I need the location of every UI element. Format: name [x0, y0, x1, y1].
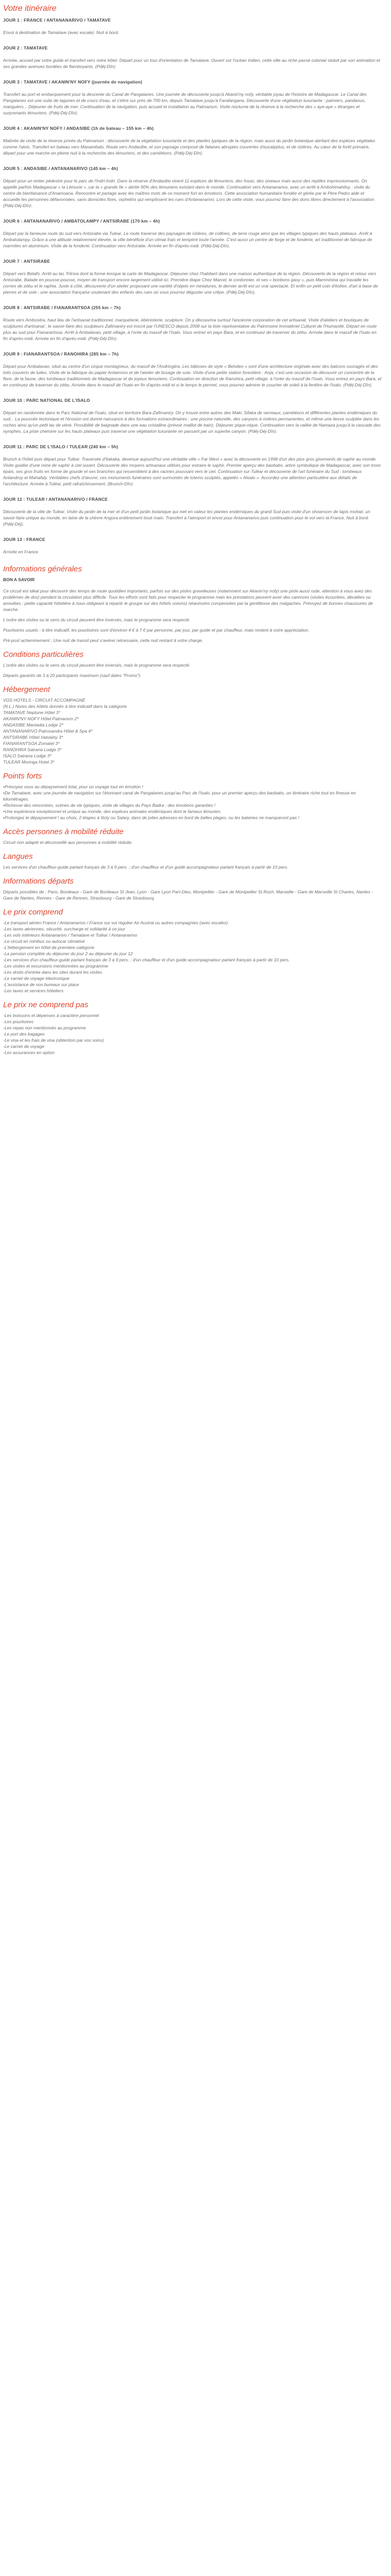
itinerary-day	[3, 351, 382, 388]
price-includes-item: -Le carnet de voyage électronique	[3, 976, 70, 981]
day-description: Départ pour un entier pédestre pour le parc de l'Indri-Indri. Dans la réserve d'Andasibe vivent 11 espèces de lémuriens, des fosas, des oiseaux mais aussi des reptiles impressionnants. On appelle parfois Madagascar « la Lémurie », car la « grande île » abrite 90% des lémuriens existant dans le monde. Continuation vers Antananarivo, avec un arrêt à Ambohimahitsy : visite du centre de bienfaisance d'Anamoana. Rencontre et partage avec les maîtres mots de ce moment fort en émotions. Cette association humanitaire fondée et gérée par le Père Pedro aide et accueille les personnes défavorisées, sans domiciles fixes, orphelins qui remplissent les rues d'Antananarivo. Lors de cette visite, vous pourrez faire des dons libres directement à l'association. (Pdéj-Déj-Dîn).	[3, 178, 376, 208]
page	[0, 0, 385, 1061]
price-includes-item: -Les visites et excursions mentionnées au programme	[3, 963, 108, 969]
lodging-line: TAMATAVE Neptune Hôtel 3*	[3, 710, 60, 715]
info-paragraph: L'ordre des visites ou le sens du circuit peuvent être inversés, mais le programme sera respecté.	[3, 617, 191, 622]
itinerary-day	[3, 496, 382, 527]
day-title: JOUR 5 : ANDASIBE / ANTANANARIVO (145 km – 4h)	[3, 166, 118, 171]
day-title: JOUR 3 : TAMATAVE / AKANIN'NY NOFY (journée de navigation)	[3, 79, 142, 84]
day-description: Découverte de la ville de Tuléar. Visite du jardin de la mer et d'un petit jardin botanique qui met en valeur les plantes endémiques du grand Sud puis visite d'un showroom de tapis mohair, un savoir-faire unique au monde, en laine de la chèvre Angora entièrement tissé main. Transfert à l'aéroport et envol pour Antananarivo puis continuation pour le vol vers la France. Nuit à bord. (Pdéj-Déj).	[3, 509, 370, 527]
highlights-list	[3, 784, 382, 821]
day-title: JOUR 4 : AKANIN'NY NOFY / ANDASIBE (1h de bateau – 155 km – 4h)	[3, 126, 154, 131]
price-includes-item: -Les services d'un chauffeur-guide parlant français de 3 à 9 pers. ; d'un chauffeur et d'un guide accompagnateur parlant français à partir de 10 pers.	[3, 957, 290, 962]
price-includes-item: -L'hébergement en hôtel de première catégorie	[3, 945, 94, 950]
lodging-list	[3, 697, 382, 765]
price-includes-item: -L'assistance de nos bureaux sur place	[3, 982, 79, 987]
day-title: JOUR 10 : PARC NATIONAL DE L'ISALO	[3, 398, 90, 403]
general-info-heading: Informations générales	[3, 565, 82, 573]
price-excludes-item: -Le carnet de voyage	[3, 1044, 44, 1049]
highlights-heading: Points forts	[3, 772, 42, 781]
highlight-item: • Richesse des rencontres, scènes de vie typiques, visite de villages du Pays Badra ; des émotions garanties !	[3, 802, 382, 808]
lodging-line: ANTANANARIVO Patrosandra Hôtel & Spa 4*	[3, 728, 93, 734]
itinerary-day	[3, 536, 382, 555]
price-excludes-list	[3, 1012, 382, 1056]
price-excludes-item: -Les boissons et dépenses à caractère personnel	[3, 1013, 99, 1018]
day-description: Matinée de visite de la réserve privée du Palmarium : découverte de la végétation luxuriante et des plantes typiques de la région, mais aussi du jardin botanique abritant des espèces végétales comme l'alois. Transfert en bateau vers Manambato. Route vers Andasibe, et son paysage composé de falaises abruptes couvertes d'eucalyptus, et de rizières. Au cœur de la forêt primaire, départ pour une marche en pleine nuit à la recherche des lémuriens, et des caméléons. (Pdéj-Déj-Dîn).	[3, 138, 376, 156]
lodging-line: (N.L.) Nores des hôtels donnés à titre indicatif dans la catégorie	[3, 704, 127, 709]
conditions-paragraph: Départs garantis de 3 à 20 participants maximum (sauf dates "Promo").	[3, 673, 142, 678]
mobility-text: Circuit non adapté et déconseillé aux personnes à mobilité réduite.	[3, 840, 133, 845]
day-description: Départ pour Ambalavao, situé au centre d'un cirque montagneux, du massif de l'Andringitra. Les bâtisses de style « Betsileo » sont d'une architecture originale avec des balcons ouvragés et des toits couverts de tuiles. Visite de la fabrique du papier Antaimoro et de l'atelier de tissage de soie. Visite d'une petite station forestière : Anja, c'est une occasion de découvrir un concentré de la flore, de la faune, des tombeaux traditionnels de Madagascar et de joyeux lémuriens. Continuation en direction de Ranohira, petit village, à l'orée du massif de l'Isalo. Vous entrez en pays Bara, et en continuez de traverser du zébu. Arrivée dans le massif de l'Isalo en fin d'après-midi et si le temps le permet, vous pourrez admirer le coucher de soleil à la fenêtre de l'Isalo. (Pdéj-Déj-Dîn).	[3, 364, 382, 387]
lodging-line: ISALO Satrana Lodge 3*	[3, 753, 52, 758]
itinerary-day	[3, 397, 382, 434]
lodging-line: VOS HOTELS - CIRCUIT ACCOMPAGNÉ	[3, 698, 86, 703]
day-description: Route vers Ambositra, haut lieu de l'artisanat traditionnel, marqueterie, ébénisterie, sculpture. On y découvrira surtout l'ancienne corporation de cet artisanat. Visite d'ateliers et boutiques de sculptures d'artisanat ; le savoir-faire des sculpteurs Zafimaniry est inscrit par l'UNESCO depuis 2008 sur la liste représentative du Patrimoine Immatériel Culturel de l'Humanité. Départ en route plus au sud pour Fianarantsoa. Arrêt à Ambalavao, petit village, à l'orée du massif de l'Isalo. Vous entrez en pays Bara, et en continuez de traverser du zébu. Arrivée dans le massif de l'Isalo en fin d'après-midi. Arrivée en fin d'après-midi. (Pdéj-Déj-Dîn).	[3, 317, 377, 341]
day-title: JOUR 2 : TAMATAVE	[3, 45, 48, 50]
price-includes-item: -Les taxes et services hôteliers.	[3, 988, 65, 993]
price-includes-item: -Les vols intérieurs Antananarivo / Tamatave et Tuléar / Antananarivo	[3, 933, 137, 938]
day-description: Envol à destination de Tamatave (avec escale). Nuit à bord.	[3, 30, 119, 35]
info-paragraph: Pré-post acheminement : Une nuit de transit peut s'avérer nécessaire, cette nuit restant à votre charge.	[3, 638, 203, 643]
day-description: Départ par la fameuse route du sud vers Antsirabe via Tulear. Le route traverse des paysages de rizières, de collines, de terre rouge ainsi que les villages typiques des hauts plateaux. Arrêt à Ambatolampy. Grâce à une altitude relativement élevée, la ville bénéficie d'un climat frais et tempéré toute l'année. C'est aussi un centre de forge et de fonderie, art traditionnel de fabrique de marmites en aluminium. Visite de la fonderie. Continuation vers Antsirabe. Arrivée en fin d'après-midi. (Pdéj-Déj-Dîn).	[3, 231, 372, 248]
lodging-line: FIANARANTSOA Zomatel 3*	[3, 741, 60, 746]
itinerary-day	[3, 218, 382, 249]
price-excludes-item: -Les repas non mentionnés au programme	[3, 1025, 86, 1030]
itinerary-day	[3, 165, 382, 209]
highlight-item: • De Tamatave, avec une journée de navigation sur l'étonnant canal de Pangalanes jusqu'au Parc de l'Isalo, pour un premier aperçu des baobabs, un itinéraire riche tout en finesse en kilométrages.	[3, 790, 382, 802]
price-includes-item: -Le circuit en minibus ou autocar climatisé	[3, 939, 85, 944]
day-description: Arrivée en France.	[3, 549, 39, 554]
conditions-heading: Conditions particulières	[3, 650, 84, 659]
day-title: JOUR 1 : FRANCE / ANTANANARIVO / TAMATAVE	[3, 18, 111, 23]
day-title: JOUR 8 : ANTSIRABE / FIANARANTSOA (255 km – 7h)	[3, 305, 121, 310]
highlight-item: • Prévoyez vous au dépaysement total, pour un voyage tout en émotion !	[3, 784, 382, 790]
good-to-know-label: BON A SAVOIR	[3, 577, 35, 582]
info-paragraph: Ce circuit est idéal pour découvrir des temps de route quotidien importants, parfois sur des pistes graveleuses (notamment sur Akanin'ny nofy) une piste aussi rude, attention à vous avez des problèmes de dos) pendant la circulation plus difficile. Tous les efforts sont faits pour respecter le programme mais les prestations peuvent avoir des carences (visites écourtées, décalées ou annulées ; petite capacité hôtelière à nous obligeant à répartir le groupe sur des hôtels voisins) néanmoins compensées par la gentillesse des malgaches. Prévoyez de bonnes chaussures de marche.	[3, 588, 373, 612]
conditions-text	[3, 662, 382, 679]
itinerary-days	[3, 17, 382, 555]
general-info-text	[3, 588, 382, 643]
price-includes-item: -Le transport aérien France / Antananarivo / France sur vol régulier Air Austral ou autres compagnies (avec escales)	[3, 920, 228, 925]
languages-text: Les services d'un chauffeur-guide parlant français de 3 à 9 pers. ; d'un chauffeur et d'un guide accompagnateur parlant français à partir de 10 pers.	[3, 865, 288, 870]
mobility-heading: Accès personnes à mobilité réduite	[3, 827, 124, 836]
day-title: JOUR 12 : TULEAR / ANTANANARIVO / FRANCE	[3, 497, 108, 502]
day-description: Transfert au port et embarquement pour la descente du Canal de Pangalanes. Une journée de découverte jusqu'à Akanin'ny nofy, véritable joyau de l'histoire de Madagascar. Le Canal des Pangalanes est une suite de lagunes et de cours d'eau, et s'étire sur près de 700 km, depuis Tamatave jusqu'à Farafangana. Découverte d'une végétation luxuriante : palmiers, pandanus, manguiers... Déjeuner de fruits de mer. Continuation de la navigation, puis accueil et installation au Palmarium. Visite nocturne de la réserve à la recherche des « aye-aye » étranges et surprenants lémuriens. (Pdéj-Déj-Dîn).	[3, 92, 367, 115]
itinerary-day	[3, 17, 382, 36]
price-excludes-item: -Le visa et les frais de visa (obtention par vos soins)	[3, 1038, 104, 1043]
day-title: JOUR 13 : FRANCE	[3, 537, 45, 542]
price-includes-item: -Les droits d'entrée dans les sites durant les visites	[3, 970, 103, 975]
itinerary-day	[3, 258, 382, 295]
conditions-paragraph: L'ordre des visites ou le sens du circuit peuvent être inversés, mais le programme sera respecté.	[3, 663, 191, 668]
lodging-heading: Hébergement	[3, 685, 50, 694]
lodging-line: ANTSIRABE Hôtel Vatolahy 3*	[3, 735, 63, 740]
itinerary-day	[3, 304, 382, 342]
day-description: Départ en randonnée dans le Parc National de l'Isalo, situé en territoire Bara-Zafimaniry. On y trouve entre autres des Maki, Sifaka de verreaux, caméléons et différentes plantes endémiques du sud... La poussée tectonique et l'érosion ont donné naissance à des formations extraordinaires : une piscine naturelle, des canyons à rivières permanentes, et même une liesse sculptée dans les roches ainsi qu'un petit lac de véné. Possibilité de baignade dans une eau cristalline (prévoir maillot de bain). Déjeuner pique-nique. Continuation vers la vallée de Namaza jusqu'à la cascade des nymphes. La piste chemine sur les hauts plateaux puis traverse une végétation luxuriante en passant par un superbe canyon. (Pdéj-Déj-Dîn).	[3, 410, 381, 434]
price-includes-heading: Le prix comprend	[3, 908, 63, 917]
price-excludes-heading: Le prix ne comprend pas	[3, 1001, 89, 1009]
highlight-item: • Prolongez le dépaysement ! au choix, 2 étapes à Ilisty ou Salary, dans de jolies adresses en bord de belles plages, ou les baleines ne manqueront pas !	[3, 815, 382, 821]
price-includes-list	[3, 920, 382, 994]
day-title: JOUR 9 : FIANARANTSOA / RANOHIRA (285 km – 7h)	[3, 351, 119, 357]
day-title: JOUR 6 : ANTANANARIVO / AMBATOLAMPY / ANTSIRABE (170 km – 4h)	[3, 218, 160, 224]
price-includes-item: -La pension complète du déjeuner du jour 2 au déjeuner du jour 12	[3, 951, 133, 956]
lodging-line: AKANIN'NY NOFY Hôtel Palmarium 2*	[3, 716, 79, 721]
price-includes-item: -Les taxes aériennes, sécurité, surcharge et solidarité à ce jour	[3, 926, 125, 931]
itinerary-day	[3, 444, 382, 487]
itinerary-day	[3, 125, 382, 156]
lodging-line: TULEAR Moringa Hotel 3*	[3, 759, 55, 765]
info-paragraph: Pourboires usuels : à titre indicatif, les pourboires sont d'environ 4 € à 7 € par personne, par jour, par guide et par chauffeur, mais restent à votre appréciation.	[3, 628, 309, 633]
day-description: Brunch à l'hôtel puis départ pour Tuléar. Traversée d'Ilakaka, devenue aujourd'hui une véritable ville « Far West » avec la découverte en 1998 d'un des plus gros gisements de saphir au monde. Visite guidée d'une mine de saphir à ciel ouvert. Découverte des moyens artisanaux utilisés pour extraire le saphir. Premier aperçu des baobabs, arbre symbolique de Madagascar, avec son tronc épais, ses gros fruits en forme de gourde et ses branches qui ressemblent à des racines poussant vers le ciel. Continuation sur Tuléar et découverte de l'art funéraire du Sud : tombeaux Antandroy et Mahafaly. Véritables chefs d'œuvre, ces monuments funéraires sont surmontés de totems sculptés, appelés « Aloalo ». Accordez une attention particulière aux détails de l'architecture. Arrivée à Tuléar, petit rafraîchissement. (Brunch-Dîn).	[3, 456, 381, 486]
day-title: JOUR 7 : ANTSIRABE	[3, 259, 51, 264]
day-description: Arrivée, accueil par votre guide et transfert vers votre hôtel. Départ pour un tour d'orientation de Tamatave. Ouvert sur l'océan Indien, cette ville au riche passé colonial séduit par son animation et ses grandes avenues bordées de flamboyants. (Pdéj-Dîn).	[3, 58, 381, 69]
lodging-line: ANDASIBE Mantadia Lodge 2*	[3, 722, 63, 727]
languages-heading: Langues	[3, 852, 33, 861]
departures-text: Départs possibles de : Paris, Bordeaux - Gare de Bordeaux St Jean, Lyon - Gare Lyon Part-Dieu, Montpellier - Gare de Montpellier St Roch, Marseille - Gare de Marseille St Charles, Nantes - Gare de Nantes, Rennes - Gare de Rennes, Strasbourg - Gare de Strasbourg	[3, 889, 373, 901]
price-excludes-item: -Les pourboires	[3, 1019, 34, 1024]
price-excludes-item: -Le port des bagages	[3, 1031, 45, 1037]
day-title: JOUR 11 : PARC DE L'ISALO / TULEAR (240 km – 5h)	[3, 444, 119, 449]
day-description: Départ vers Betafo. Arrêt au lac Tritriva dont la forme évoque la carte de Madagascar. Déjeuner chez l'habitant dans une maison authentique de la région. Découverte de la région et retour vers Antsirabe. Balade en pousse-pousse, moyen de transport encore largement utilisé ici. Première étape Chez Marcel, le cordonnier, et ses « bonbons gasy », puis Mamminina qui travaille les cornes de zébu et le raphia. Juste à côté, découverte d'un atelier proposant une variété d'objets en miniatures, le dernier arrêt est un vrai spectacle. Et enfin un petit coin d'éolien, d'art à base de pierres et de soie ; une association française soutenant des enfants des rues où vous pourrez déguster une crêpe. (Pdéj-Déj-Dîn).	[3, 271, 378, 295]
itinerary-title: Votre itinéraire	[3, 4, 57, 13]
itinerary-day	[3, 45, 382, 70]
departures-heading: Informations départs	[3, 877, 74, 886]
price-excludes-item: -Les assurances en option	[3, 1050, 55, 1055]
lodging-line: RANOHIRA Satrana Lodge 3*	[3, 747, 62, 752]
highlight-item: • Une expérience exceptionnel et unique au monde, des espèces animales endémiques dont le fameux lémurien.	[3, 808, 382, 815]
itinerary-day	[3, 79, 382, 116]
